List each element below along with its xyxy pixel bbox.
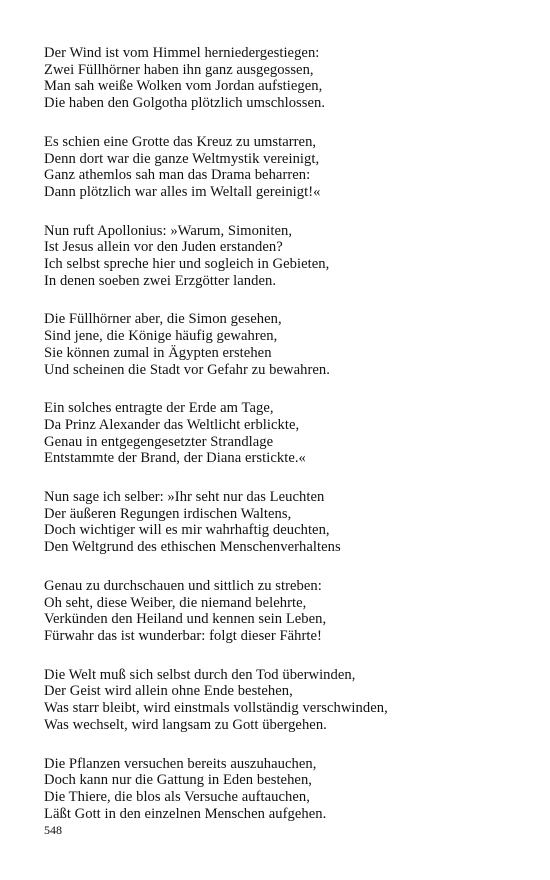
verse-line: Man sah weiße Wolken vom Jordan aufstiegen, xyxy=(44,78,323,95)
verse-line: Es schien eine Grotte das Kreuz zu umstarren, xyxy=(44,133,317,150)
verse-line: Und scheinen die Stadt vor Gefahr zu bewahren. xyxy=(44,361,330,378)
verse-line: Nun ruft Apollonius: »Warum, Simoniten, xyxy=(44,222,293,239)
verse-line: Den Weltgrund des ethischen Menschenverhaltens xyxy=(44,539,341,556)
verse-line: Doch kann nur die Gattung in Eden bestehen, xyxy=(44,772,313,789)
verse-line: Was starr bleibt, wird einstmals vollständig verschwinden, xyxy=(44,700,388,717)
verse-line: Der Wind ist vom Himmel herniedergestiegen: xyxy=(44,45,320,61)
verse-line: Doch wichtiger will es mir wahrhaftig deuchten, xyxy=(44,522,330,539)
verse-line: Fürwahr das ist wunderbar: folgt dieser Fährte! xyxy=(44,627,322,644)
stanza-9 xyxy=(44,756,514,823)
verse-line: In denen soeben zwei Erzgötter landen. xyxy=(44,272,277,289)
verse-line: Denn dort war die ganze Weltmystik vereinigt, xyxy=(44,150,320,167)
verse-line: Sind jene, die Könige häufig gewahren, xyxy=(44,328,278,345)
verse-line: Ich selbst spreche hier und sogleich in Gebieten, xyxy=(44,256,330,273)
verse-line: Die haben den Golgotha plötzlich umschlossen. xyxy=(44,95,326,112)
verse-line: Ist Jesus allein vor den Juden erstanden? xyxy=(44,239,283,256)
verse-line: Die Pflanzen versuchen bereits auszuhauchen, xyxy=(44,755,317,772)
verse-line: Sie können zumal in Ägypten erstehen xyxy=(44,344,272,361)
verse-line: Genau in entgegengesetzter Strandlage xyxy=(44,433,274,450)
verse-line: Verkünden den Heiland und kennen sein Leben, xyxy=(44,611,327,628)
verse-line: Ganz athemlos sah man das Drama beharren: xyxy=(44,167,311,184)
page-number: 548 xyxy=(44,823,62,837)
verse-line: Läßt Gott in den einzelnen Menschen aufgehen. xyxy=(44,805,327,822)
verse-line: Nun sage ich selber: »Ihr seht nur das Leuchten xyxy=(44,489,325,506)
verse-line: Entstammte der Brand, der Diana erstickte.« xyxy=(44,450,306,467)
verse-line: Was wechselt, wird langsam zu Gott übergehen. xyxy=(44,716,327,733)
verse-line: Die Welt muß sich selbst durch den Tod überwinden, xyxy=(44,666,356,683)
verse-line: Ein solches entragte der Erde am Tage, xyxy=(44,400,274,417)
verse-line: Die Füllhörner aber, die Simon gesehen, xyxy=(44,311,282,328)
stanza-6 xyxy=(44,489,514,556)
stanza-5 xyxy=(44,400,514,467)
verse-line: Dann plötzlich war alles im Weltall gereinigt!« xyxy=(44,183,321,200)
verse-line: Zwei Füllhörner haben ihn ganz ausgegossen, xyxy=(44,61,314,78)
verse-line: Genau zu durchschauen und sittlich zu streben: xyxy=(44,577,322,594)
verse-line: Da Prinz Alexander das Weltlicht erblickte, xyxy=(44,416,300,433)
verse-line: Der Geist wird allein ohne Ende bestehen, xyxy=(44,683,293,700)
verse-line: Der äußeren Regungen irdischen Waltens, xyxy=(44,505,292,522)
verse-line: Die Thiere, die blos als Versuche auftauchen, xyxy=(44,788,310,805)
verse-line: Oh seht, diese Weiber, die niemand belehrte, xyxy=(44,594,307,611)
stanza-8 xyxy=(44,667,514,734)
stanza-1 xyxy=(44,45,514,112)
poem-body xyxy=(44,45,514,822)
stanza-4 xyxy=(44,311,514,378)
stanza-7 xyxy=(44,578,514,645)
stanza-3 xyxy=(44,223,514,290)
stanza-2 xyxy=(44,134,514,201)
